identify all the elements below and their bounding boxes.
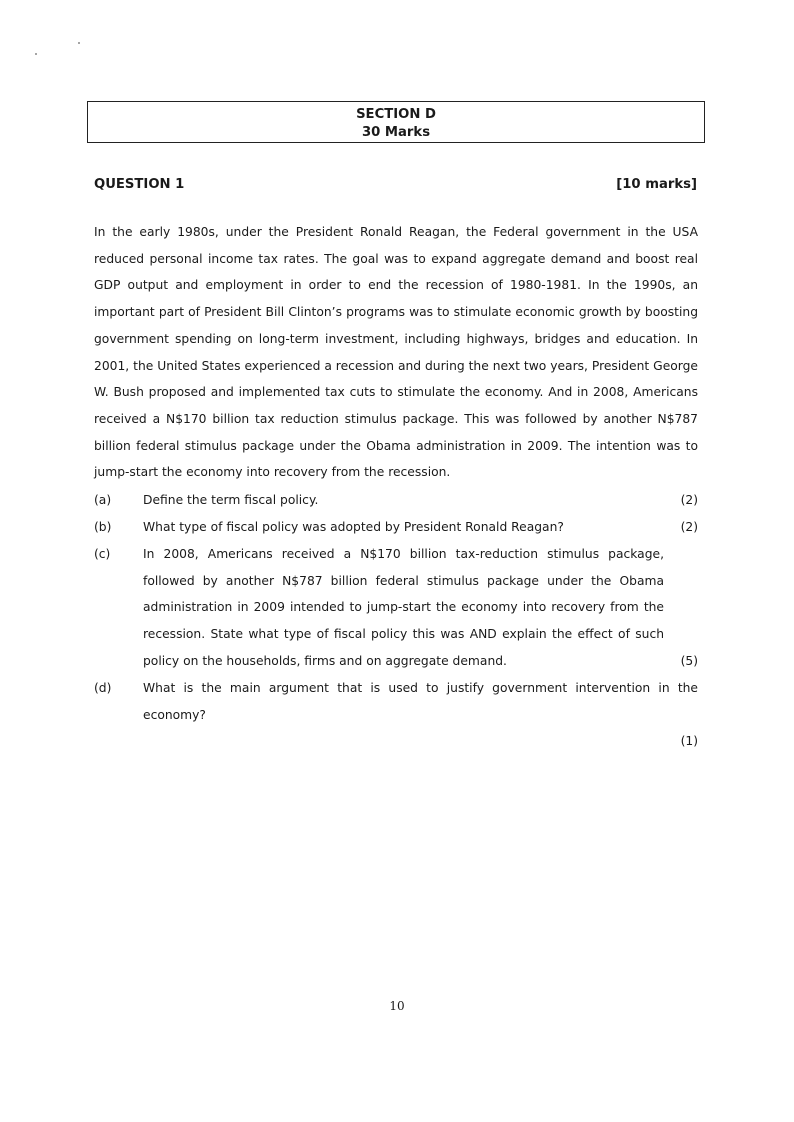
item-marks: (5) (680, 654, 698, 668)
page-number: 10 (389, 999, 405, 1013)
item-text: What is the main argument that is used to justify government intervention in the economy? (143, 681, 698, 722)
question-item-b (94, 514, 698, 541)
item-marks: (2) (680, 520, 698, 534)
section-marks: 30 Marks (361, 125, 431, 140)
question-item-d (94, 675, 698, 755)
item-marks: (1) (680, 734, 698, 749)
item-text: Define the term fiscal policy. (143, 493, 319, 507)
item-text: What type of fiscal policy was adopted by President Ronald Reagan? (143, 520, 564, 534)
question-item-a (94, 487, 698, 514)
item-label: (d) (94, 681, 112, 695)
section-title: SECTION D (356, 107, 436, 122)
passage-text: In the early 1980s, under the President Ronald Reagan, the Federal government in the USA reduced personal income tax rates. The goal was to expand aggregate demand and boost real GDP output and employment in order to end the recession of 1980-1981. In the 1990s, an important part of President Bill Clinton’s programs was to stimulate economic growth by boosting government spending on long-term investment, including highways, bridges and education. In 2001, the United States experienced a recession and during the next two years, President George W. Bush proposed and implemented tax cuts to stimulate the economy. And in 2008, Americans received a N$170 billion tax reduction stimulus package. This was followed by another N$787 billion federal stimulus package under the Obama administration in 2009. The intention was to jump-start the economy into recovery from the recession. (94, 225, 698, 480)
item-label: (a) (94, 493, 112, 507)
item-marks: (2) (680, 493, 698, 507)
question-title: QUESTION 1 (94, 177, 185, 192)
item-text: In 2008, Americans received a N$170 billion tax-reduction stimulus package, followed by another N$787 billion federal stimulus package under the Obama administration in 2009 intended to jump-start the economy into recovery from the recession. State what type of fiscal policy this was AND explain the effect of such policy on the households, firms and on aggregate demand. (143, 547, 664, 668)
scan-speck (35, 53, 37, 55)
scan-speck (78, 42, 80, 44)
question-item-c (94, 541, 698, 675)
item-label: (b) (94, 520, 112, 534)
item-label: (c) (94, 547, 111, 561)
question-marks: [10 marks] (616, 177, 697, 192)
section-header-box (87, 101, 705, 143)
